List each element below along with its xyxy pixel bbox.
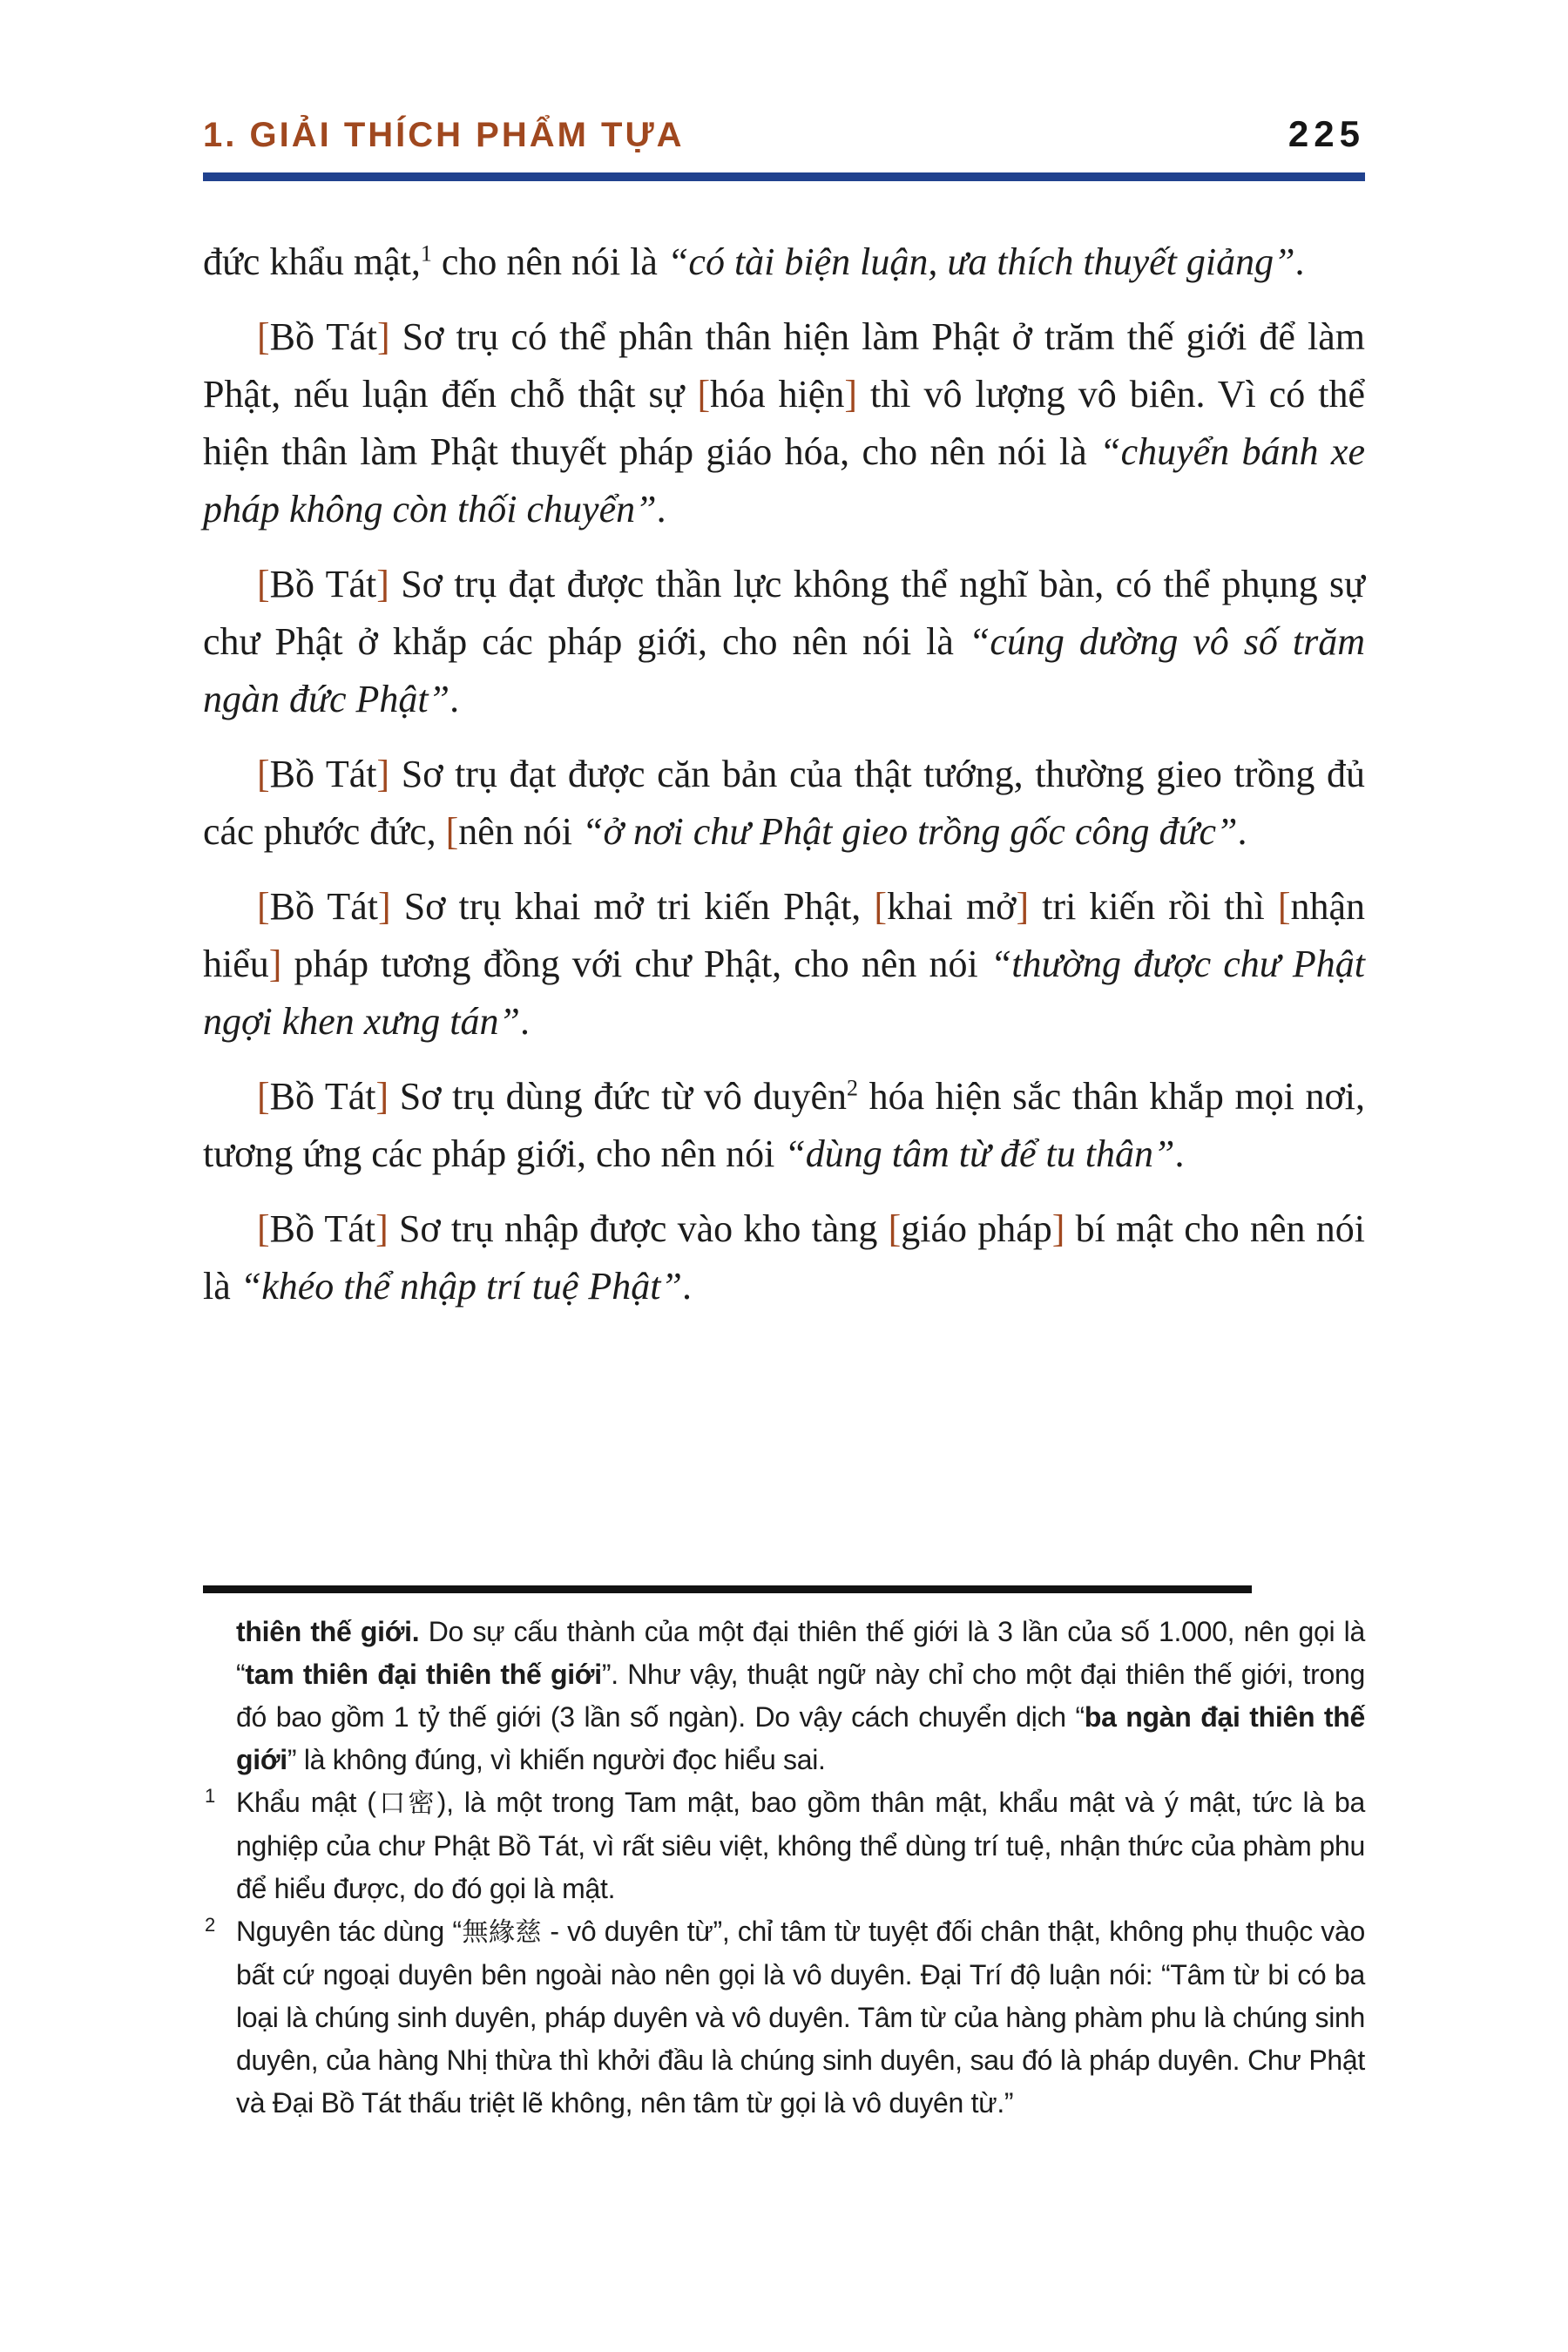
- text-segment: “dùng tâm từ để tu thân”: [784, 1132, 1175, 1175]
- footnote-marker: 2: [205, 1914, 215, 1936]
- text-segment: .: [1174, 1132, 1185, 1175]
- text-segment: thì vô lượng vô biên. Vì có thể hiện thân làm Phật thuyết pháp giáo hóa, cho nên nói là: [203, 373, 1365, 473]
- body-paragraph: [203, 746, 1365, 861]
- text-segment: “thường được chư Phật ngợi khen xưng tán”: [203, 943, 1365, 1043]
- editor-bracket: [: [888, 1207, 902, 1250]
- editor-bracket: [: [257, 563, 270, 605]
- editor-bracket: ]: [376, 753, 390, 795]
- text-segment: bí mật cho nên nói là: [203, 1207, 1365, 1308]
- editor-bracket: [: [257, 1075, 270, 1118]
- text-segment: .: [1237, 810, 1247, 853]
- body-paragraph: [203, 1200, 1365, 1315]
- editor-bracket: [: [874, 885, 888, 928]
- footnote-list: [203, 1611, 1365, 2125]
- footnote-marker: 1: [205, 1785, 215, 1807]
- text-segment: pháp tương đồng với chư Phật, cho nên nói: [281, 943, 990, 985]
- text-segment: cho nên nói là: [431, 240, 667, 283]
- text-segment: .: [449, 678, 460, 720]
- text-segment: 口密: [375, 1788, 437, 1819]
- text-segment: hóa hiện: [710, 373, 845, 416]
- text-segment: 無緣慈: [461, 1917, 543, 1948]
- text-segment: ”. Như vậy, thuật ngữ này chỉ cho một đại thiên thế giới, trong đó bao gồm 1 tỷ thế giới (3 lần số ngàn). Do vậy cách chuyển dịch “: [236, 1659, 1365, 1733]
- editor-bracket: ]: [375, 1207, 389, 1250]
- text-segment: tri kiến rồi thì: [1029, 885, 1278, 928]
- editor-bracket: [: [257, 315, 270, 358]
- editor-bracket: [: [257, 885, 270, 928]
- running-header-title: 1. GIẢI THÍCH PHẨM TỰA: [203, 116, 685, 154]
- footnotes-section: [203, 1585, 1365, 2125]
- text-segment: nhận hiểu: [203, 885, 1365, 985]
- text-segment: Sơ trụ có thể phân thân hiện làm Phật ở trăm thế giới để làm Phật, nếu luận đến chỗ thật sự: [203, 315, 1366, 416]
- header-rule: [203, 172, 1365, 181]
- text-segment: Bồ Tát: [269, 1075, 376, 1118]
- text-segment: Bồ Tát: [269, 315, 377, 358]
- text-segment: Bồ Tát: [269, 563, 377, 605]
- footnote-separator: [203, 1585, 1252, 1593]
- text-segment: ), là một trong Tam mật, bao gồm thân mật, khẩu mật và ý mật, tức là ba nghiệp của chư Phật Bồ Tát, vì rất siêu việt, không thể dùng trí tuệ, nhận thức của phàm phu để hiểu được, do đó gọi là mật.: [236, 1787, 1365, 1904]
- editor-bracket: ]: [1016, 885, 1030, 928]
- editor-bracket: ]: [377, 885, 391, 928]
- footnote-item: [203, 1781, 1365, 1910]
- body-paragraph: [203, 308, 1365, 538]
- text-segment: “chuyển bánh xe pháp không còn thối chuyển”: [203, 430, 1365, 531]
- text-segment: “có tài biện luận, ưa thích thuyết giảng”: [666, 240, 1295, 283]
- editor-bracket: ]: [376, 563, 389, 605]
- text-segment: “ở nơi chư Phật gieo trồng gốc công đức”: [582, 810, 1238, 853]
- editor-bracket: ]: [375, 1075, 389, 1118]
- text-segment: .: [656, 488, 666, 531]
- text-segment: Sơ trụ nhập được vào kho tàng: [388, 1207, 889, 1250]
- body-paragraph: [203, 556, 1365, 728]
- text-segment: Sơ trụ đạt được căn bản của thật tướng, thường gieo trồng đủ các phước đức,: [203, 753, 1365, 853]
- text-segment: Bồ Tát: [269, 885, 378, 928]
- text-segment: nên nói: [458, 810, 583, 853]
- editor-bracket: ]: [376, 315, 390, 358]
- text-segment: “khéo thể nhập trí tuệ Phật”: [240, 1265, 682, 1308]
- text-segment: Nguyên tác dùng “: [236, 1916, 462, 1947]
- editor-bracket: [: [697, 373, 711, 416]
- text-segment: .: [520, 1000, 530, 1043]
- text-segment: thiên thế giới.: [236, 1616, 420, 1647]
- editor-bracket: [: [445, 810, 459, 853]
- footnote-ref: 1: [420, 240, 432, 267]
- text-segment: ” là không đúng, vì khiến người đọc hiểu sai.: [287, 1744, 826, 1775]
- footnote-ref: 2: [847, 1075, 859, 1101]
- text-segment: Khẩu mật (: [236, 1787, 376, 1818]
- editor-bracket: ]: [844, 373, 858, 416]
- editor-bracket: [: [1277, 885, 1291, 928]
- page-number: 225: [1288, 113, 1365, 154]
- text-segment: .: [681, 1265, 692, 1308]
- body-paragraph: [203, 1068, 1365, 1183]
- text-segment: Sơ trụ dùng đức từ vô duyên: [389, 1075, 848, 1118]
- footnote-item: [203, 1611, 1365, 1781]
- text-segment: giáo pháp: [901, 1207, 1052, 1250]
- text-segment: .: [1294, 240, 1305, 283]
- text-segment: Sơ trụ đạt được thần lực không thể nghĩ bàn, có thể phụng sự chư Phật ở khắp các pháp giới, cho nên nói là: [203, 563, 1365, 663]
- text-segment: hóa hiện sắc thân khắp mọi nơi, tương ứng các pháp giới, cho nên nói: [203, 1075, 1365, 1175]
- editor-bracket: [: [257, 1207, 270, 1250]
- editor-bracket: [: [257, 753, 270, 795]
- text-segment: ba ngàn đại thiên thế giới: [236, 1701, 1365, 1775]
- text-segment: Sơ trụ khai mở tri kiến Phật,: [390, 885, 875, 928]
- text-segment: Bồ Tát: [269, 1207, 376, 1250]
- editor-bracket: ]: [268, 943, 282, 985]
- body-paragraph: [203, 878, 1365, 1051]
- body-text: [203, 233, 1365, 1333]
- text-segment: tam thiên đại thiên thế giới: [245, 1659, 602, 1690]
- text-segment: đức khẩu mật,: [203, 240, 421, 283]
- text-segment: Do sự cấu thành của một đại thiên thế giới là 3 lần của số 1.000, nên gọi là “: [236, 1616, 1365, 1690]
- text-segment: Bồ Tát: [269, 753, 377, 795]
- editor-bracket: ]: [1051, 1207, 1065, 1250]
- text-segment: “cúng dường vô số trăm ngàn đức Phật”: [203, 620, 1365, 720]
- page-header: [203, 113, 1365, 155]
- text-segment: - vô duyên từ”, chỉ tâm từ tuyệt đối chân thật, không phụ thuộc vào bất cứ ngoại duyên bên ngoài nào nên gọi là vô duyên. Đại Trí độ luận nói: “Tâm từ bi có ba loại là chúng sinh duyên, pháp duyên và vô duyên. Tâm từ của hàng phàm phu là chúng sinh duyên, của hàng Nhị thừa thì khởi đầu là chúng sinh duyên, sau đó là pháp duyên. Chư Phật và Đại Bồ Tát thấu triệt lẽ không, nên tâm từ gọi là vô duyên từ.”: [236, 1916, 1365, 2119]
- text-segment: khai mở: [887, 885, 1017, 928]
- footnote-item: [203, 1910, 1365, 2125]
- body-paragraph: [203, 233, 1365, 291]
